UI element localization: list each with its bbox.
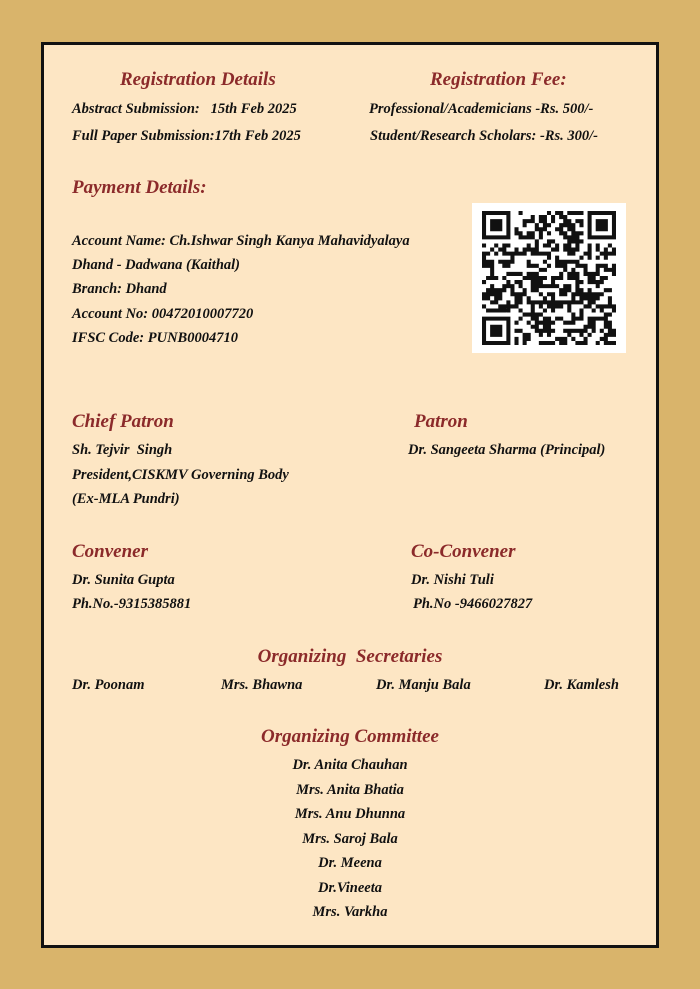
chief-patron-name: Sh. Tejvir Singh (72, 442, 173, 458)
chief-patron-role: President,CISKMV Governing Body (72, 467, 289, 483)
organizing-secretaries-heading: Organizing Secretaries (257, 646, 443, 667)
committee-member: Mrs. Anita Bhatia (296, 782, 404, 798)
committee-member: Mrs. Anu Dhunna (294, 806, 406, 822)
committee-member: Dr. Meena (318, 855, 382, 871)
co-convener-name: Dr. Nishi Tuli (411, 572, 494, 588)
brochure-page (41, 42, 659, 948)
ifsc-code: IFSC Code: PUNB0004710 (72, 330, 238, 346)
patron-name: Dr. Sangeeta Sharma (Principal) (408, 442, 606, 458)
committee-member: Dr. Anita Chauhan (292, 757, 408, 773)
abstract-submission-date: Abstract Submission: 15th Feb 2025 (72, 101, 297, 117)
co-convener-heading: Co-Convener (411, 541, 516, 562)
organizing-committee-heading: Organizing Committee (261, 726, 439, 747)
payment-qr-code-icon (472, 203, 626, 353)
committee-member: Dr.Vineeta (317, 880, 383, 896)
registration-details-heading: Registration Details (120, 69, 276, 90)
account-name: Account Name: Ch.Ishwar Singh Kanya Mahavidyalaya (72, 233, 410, 249)
professional-fee: Professional/Academicians -Rs. 500/- (369, 101, 594, 117)
student-fee: Student/Research Scholars: -Rs. 300/- (370, 128, 598, 144)
account-number: Account No: 00472010007720 (72, 306, 254, 322)
secretary-member: Mrs. Bhawna (221, 677, 303, 693)
account-address: Dhand - Dadwana (Kaithal) (72, 257, 240, 273)
registration-fee-heading: Registration Fee: (430, 69, 567, 90)
committee-member: Mrs. Varkha (312, 904, 388, 920)
chief-patron-note: (Ex-MLA Pundri) (72, 491, 180, 507)
convener-phone: Ph.No.-9315385881 (72, 596, 192, 612)
full-paper-submission-date: Full Paper Submission:17th Feb 2025 (72, 128, 301, 144)
secretary-member: Dr. Poonam (72, 677, 145, 693)
convener-heading: Convener (72, 541, 148, 562)
secretary-member: Dr. Manju Bala (376, 677, 471, 693)
committee-member: Mrs. Saroj Bala (302, 831, 398, 847)
patron-heading: Patron (414, 411, 468, 432)
payment-details-heading: Payment Details: (72, 177, 207, 198)
convener-name: Dr. Sunita Gupta (72, 572, 175, 588)
secretary-member: Dr. Kamlesh (544, 677, 619, 693)
co-convener-phone: Ph.No -9466027827 (413, 596, 533, 612)
branch: Branch: Dhand (72, 281, 167, 297)
chief-patron-heading: Chief Patron (72, 411, 174, 432)
